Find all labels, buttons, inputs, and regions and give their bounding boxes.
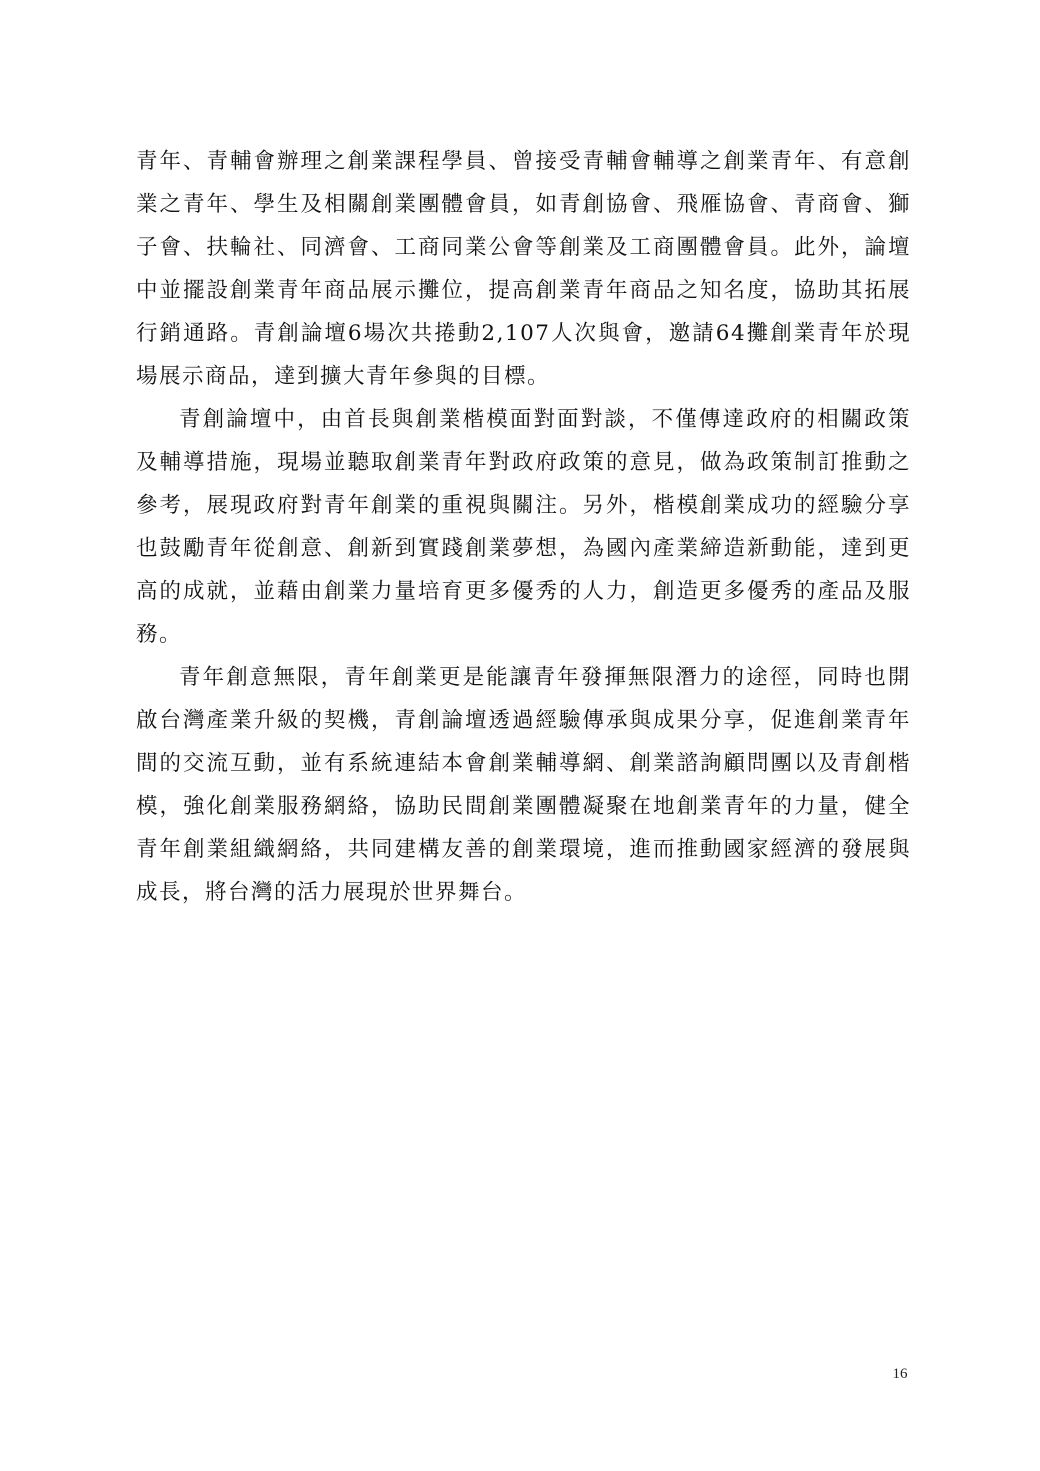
paragraph-1: 青年、青輔會辦理之創業課程學員、曾接受青輔會輔導之創業青年、有意創業之青年、學生及相關創業團體會員，如青創協會、飛雁協會、青商會、獅子會、扶輪社、同濟會、工商同業公會等創業及工商團體會員。此外，論壇中並擺設創業青年商品展示攤位，提高創業青年商品之知名度，協助其拓展行銷通路。青創論壇6場次共捲動2,107人次與會，邀請64攤創業青年於現場展示商品，達到擴大青年參與的目標。 bbox=[136, 149, 911, 389]
page-number: 16 bbox=[892, 1366, 908, 1382]
paragraph-2: 青創論壇中，由首長與創業楷模面對面對談，不僅傳達政府的相關政策及輔導措施，現場並聽取創業青年對政府政策的意見，做為政策制訂推動之參考，展現政府對青年創業的重視與關注。另外，楷模創業成功的經驗分享也鼓勵青年從創意、創新到實踐創業夢想，為國內產業締造新動能，達到更高的成就，並藉由創業力量培育更多優秀的人力，創造更多優秀的產品及服務。 bbox=[136, 407, 911, 647]
body-text bbox=[136, 140, 911, 914]
paragraph-3: 青年創意無限，青年創業更是能讓青年發揮無限潛力的途徑，同時也開啟台灣產業升級的契機，青創論壇透過經驗傳承與成果分享，促進創業青年間的交流互動，並有系統連結本會創業輔導網、創業諮詢顧問團以及青創楷模，強化創業服務網絡，協助民間創業團體凝聚在地創業青年的力量，健全青年創業組織網絡，共同建構友善的創業環境，進而推動國家經濟的發展與成長，將台灣的活力展現於世界舞台。 bbox=[136, 665, 911, 905]
